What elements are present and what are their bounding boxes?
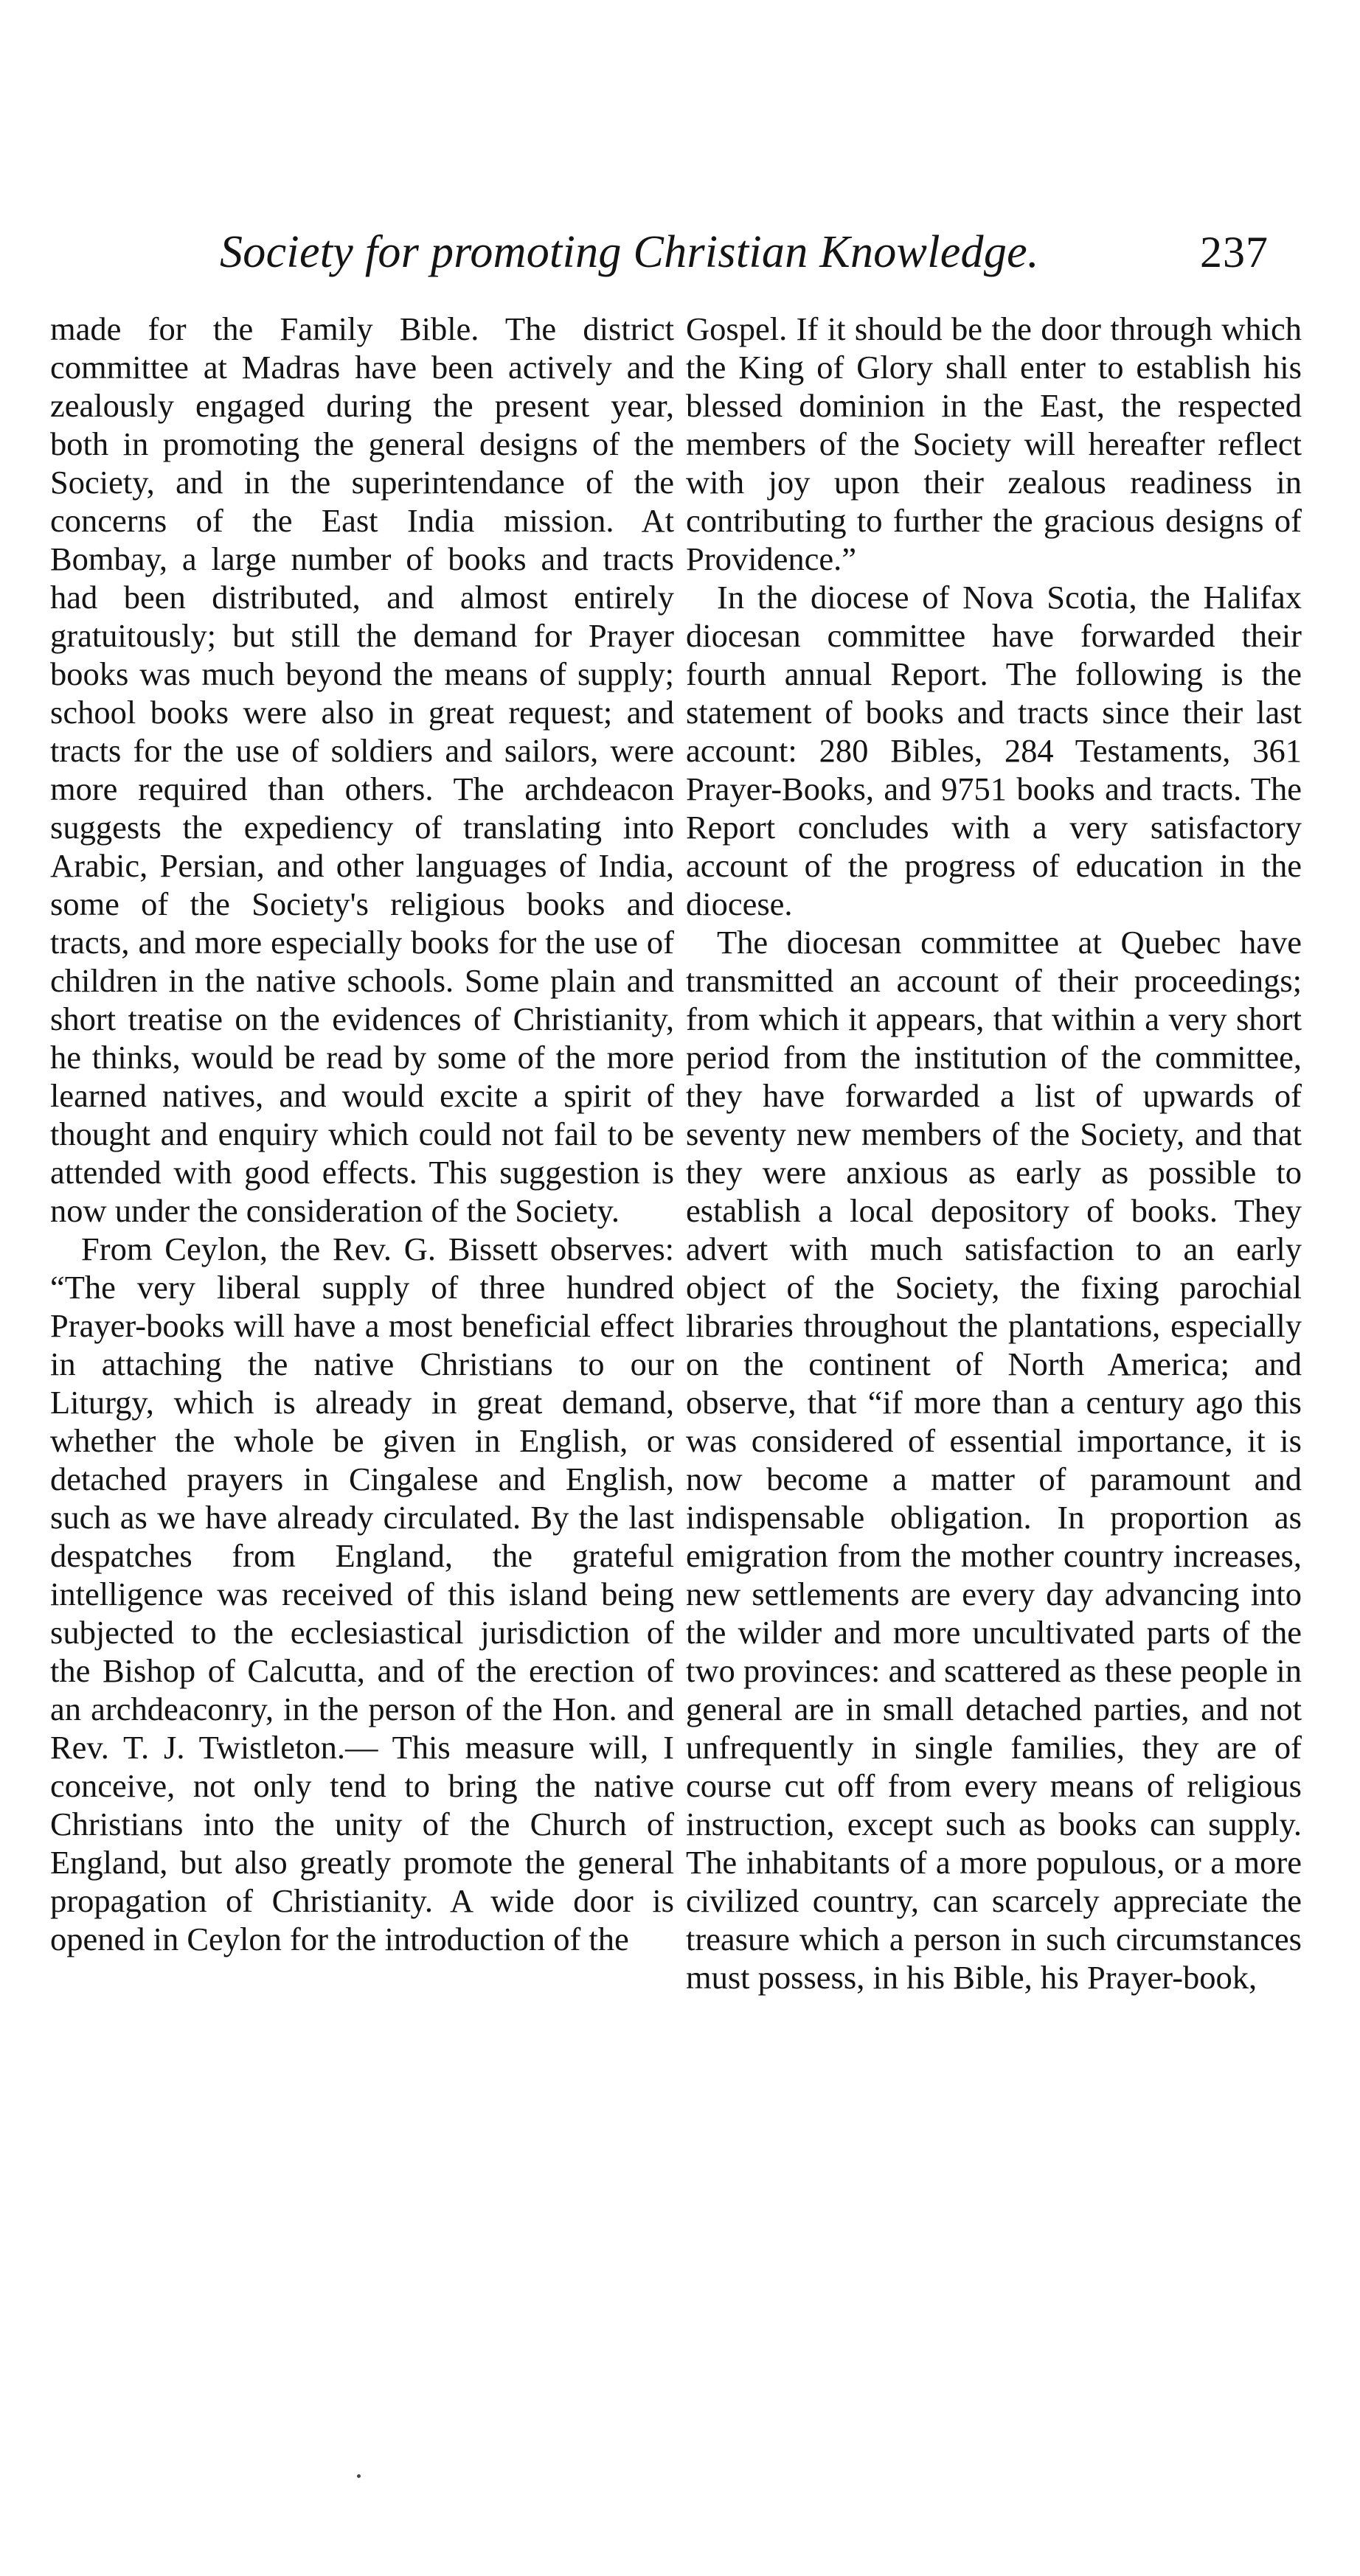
paragraph: From Ceylon, the Rev. G. Bissett observes: “The very liberal supply of three hundred Prayer-books will have a most beneficial effect in attaching the native Christians to our Liturgy, which is already in great demand, whether the whole be given in English, or detached prayers in Cingalese and English, such as we have already circulated. By the last despatches from England, the grateful intelligence was received of this island being subjected to the ecclesiastical jurisdiction of the Bishop of Calcutta, and of the erection of an archdeaconry, in the person of the Hon. and Rev. T. J. Twistleton.— This measure will, I conceive, not only tend to bring the native Christians into the unity of the Church of England, but also greatly promote the general propagation of Christianity. A wide door is opened in Ceylon for the introduction of the: [50, 1230, 674, 1957]
running-head: [207, 223, 1269, 282]
running-title: Society for promoting Christian Knowledge.: [220, 227, 1039, 277]
left-column: [50, 310, 674, 1958]
ink-speck: [357, 2474, 361, 2478]
right-column: [686, 310, 1302, 1997]
paragraph: made for the Family Bible. The district committee at Madras have been actively and zealously engaged during the present year, both in promoting the general designs of the Society, and in the superintendance of the concerns of the East India mission. At Bombay, a large number of books and tracts had been distributed, and almost entirely gratuitously; but still the demand for Prayer books was much beyond the means of supply; school books were also in great request; and tracts for the use of soldiers and sailors, were more required than others. The archdeacon suggests the expediency of translating into Arabic, Persian, and other languages of India, some of the Society's religious books and tracts, and more especially books for the use of children in the native schools. Some plain and short treatise on the evidences of Christianity, he thinks, would be read by some of the more learned natives, and would excite a spirit of thought and enquiry which could not fail to be attended with good effects. This suggestion is now under the consideration of the Society.: [50, 310, 674, 1229]
paragraph: In the diocese of Nova Scotia, the Halifax diocesan committee have forwarded their fourth annual Report. The following is the statement of books and tracts since their last account: 280 Bibles, 284 Testaments, 361 Prayer-Books, and 9751 books and tracts. The Report concludes with a very satisfactory account of the progress of education in the diocese.: [686, 579, 1302, 922]
page-number: 237: [1200, 228, 1269, 276]
paragraph: Gospel. If it should be the door through which the King of Glory shall enter to establish his blessed dominion in the East, the respected members of the Society will hereafter reflect with joy upon their zealous readiness in contributing to further the gracious designs of Providence.”: [686, 310, 1302, 577]
paragraph: The diocesan committee at Quebec have transmitted an account of their proceedings; from which it appears, that within a very short period from the institution of the committee, they have forwarded a list of upwards of seventy new members of the Society, and that they were anxious as early as possible to establish a local depository of books. They advert with much satisfaction to an early object of the Society, the fixing parochial libraries throughout the plantations, especially on the continent of North America; and observe, that “if more than a century ago this was considered of essential importance, it is now become a matter of paramount and indispensable obligation. In proportion as emigration from the mother country increases, new settlements are every day advancing into the wilder and more uncultivated parts of the two provinces: and scattered as these people in general are in small detached parties, and not unfrequently in single families, they are of course cut off from every means of religious instruction, except such as books can supply. The inhabitants of a more populous, or a more civilized country, can scarcely appreciate the treasure which a person in such circumstances must possess, in his Bible, his Prayer-book,: [686, 924, 1302, 1996]
